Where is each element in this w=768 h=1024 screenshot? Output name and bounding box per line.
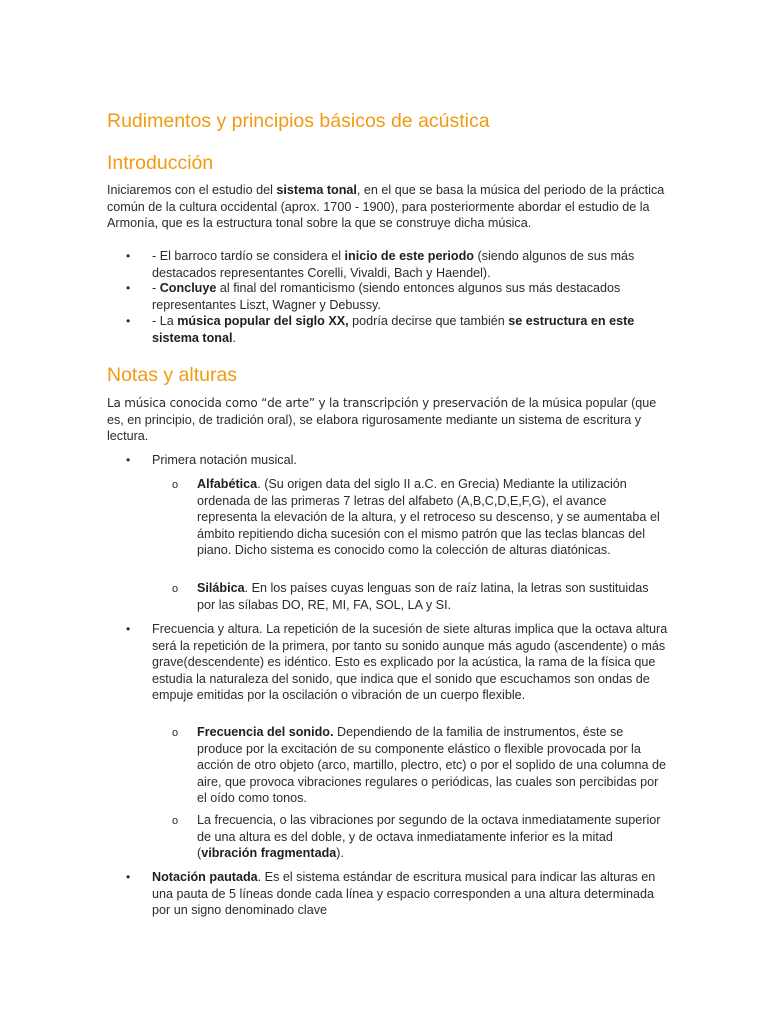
sub-bullet-icon: o (172, 583, 179, 595)
bullet-icon: • (126, 870, 131, 884)
sub-list-item-alfabetica: Alfabética. (Su origen data del siglo II a.C. en Grecia) Mediante la utilización ordenada de las primeras 7 letras del alfabeto (A,B,C,D,E,F,G), el avance representa la elevación de la altura, y el retroceso su descenso, y se aumentaba el ámbito repitiendo dicha sucesión con el mismo patrón que las teclas blancas del piano. Dicho sistema es conocido como la colección de alturas diatónicas. (197, 477, 660, 557)
sub-list-item-silabica: Silábica. En los países cuyas lenguas son de raíz latina, la letras son sustituidas por las sílabas DO, RE, MI, FA, SOL, LA y SI. (197, 581, 649, 612)
sub-list-item-la-frecuencia: La frecuencia, o las vibraciones por segundo de la octava inmediatamente superior de una altura es del doble, y de octava inmediatamente inferior es la mitad (vibración fragmentada). (197, 813, 661, 860)
section-heading-introduccion: Introducción (107, 152, 214, 174)
notas-paragraph: La música conocida como “de arte” y la transcripción y preservación de la música popular (que es, en principio, de tradición oral), se elabora rigurosamente mediante un sistema de escritura y lectura. (107, 396, 657, 443)
bullet-icon: • (126, 314, 131, 328)
document-title: Rudimentos y principios básicos de acústica (107, 110, 490, 132)
bullet-icon: • (126, 622, 131, 636)
intro-paragraph: Iniciaremos con el estudio del sistema tonal, en el que se basa la música del periodo de la práctica común de la cultura occidental (aprox. 1700 - 1900), para posteriormente abordar el estudio de la Armonía, que es la estructura tonal sobre la que se construye dicha música. (107, 183, 665, 230)
bullet-icon: • (126, 453, 131, 467)
sub-bullet-icon: o (172, 727, 179, 739)
list-item-primera-notacion: Primera notación musical. (152, 453, 297, 467)
list-item: - La música popular del siglo XX, podría decirse que también se estructura en este sistema tonal. (152, 314, 635, 345)
sub-bullet-icon: o (172, 479, 179, 491)
section-heading-notas-y-alturas: Notas y alturas (107, 364, 238, 386)
list-item-frecuencia-altura: Frecuencia y altura. La repetición de la sucesión de siete alturas implica que la octava altura será la repetición de la primera, por tanto su sonido aunque más agudo (ascendente) o más grave(descendente) es idéntico. Esto es explicado por la acústica, la rama de la física que estudia la naturaleza del sonido, que indica que el sonido que escuchamos son ondas de empuje emitidas por la oscilación o vibración de un cuerpo flexible. (152, 622, 668, 702)
sub-list-item-frecuencia-sonido: Frecuencia del sonido. Dependiendo de la familia de instrumentos, éste se produce por la excitación de su componente elástico o flexible provocada por la acción de otro objeto (arco, martillo, plectro, etc) o por el soplido de una columna de aire, que provoca vibraciones regulares o periódicas, las cuales son percibidas por el oído como tonos. (197, 725, 667, 805)
list-item: - El barroco tardío se considera el inicio de este periodo (siendo algunos de sus más destacados representantes Corelli, Vivaldi, Bach y Haendel). (152, 249, 635, 280)
bullet-icon: • (126, 281, 131, 295)
list-item: - Concluye al final del romanticismo (siendo entonces algunos sus más destacados representantes Liszt, Wagner y Debussy. (152, 281, 621, 312)
list-item-notacion-pautada: Notación pautada. Es el sistema estándar de escritura musical para indicar las alturas en una pauta de 5 líneas donde cada línea y espacio corresponden a una altura determinada por un signo denominado clave (152, 870, 656, 917)
sub-bullet-icon: o (172, 815, 179, 827)
bullet-icon: • (126, 249, 131, 263)
